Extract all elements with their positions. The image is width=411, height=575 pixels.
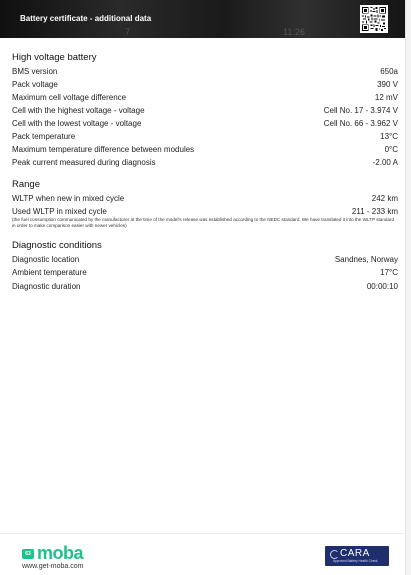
row-value: 242 km <box>371 194 398 203</box>
cara-tagline: Approved Battery Health Check <box>333 559 378 563</box>
cara-swoosh-icon <box>330 550 339 559</box>
row-label: WLTP when new in mixed cycle <box>12 194 125 203</box>
row-label: Diagnostic location <box>12 255 80 264</box>
row-value: 13°C <box>380 132 398 141</box>
row-bms-version <box>12 67 398 79</box>
row-value: Cell No. 17 - 3.974 V <box>323 106 398 115</box>
header-bar <box>0 0 405 38</box>
row-pack-voltage <box>12 80 398 92</box>
row-label: Diagnostic duration <box>12 282 81 291</box>
row-label: Pack temperature <box>12 132 76 141</box>
moba-wordmark: moba <box>37 543 84 563</box>
footer-divider <box>0 533 405 534</box>
cara-wordmark: CARA <box>340 548 370 559</box>
row-value: Cell No. 66 - 3.962 V <box>323 119 398 128</box>
row-value: 650a <box>380 67 398 76</box>
section-title-range: Range <box>12 179 40 190</box>
row-value: 12 mV <box>374 93 398 102</box>
header-background-text: 7 <box>125 27 131 37</box>
row-diagnostic-location <box>12 255 398 267</box>
row-peak-current <box>12 158 398 170</box>
row-max-module-temperature-difference <box>12 145 398 157</box>
row-label: Cell with the highest voltage - voltage <box>12 106 145 115</box>
section-title-high-voltage-battery: High voltage battery <box>12 52 97 63</box>
row-label: Peak current measured during diagnosis <box>12 158 156 167</box>
row-label: Pack voltage <box>12 80 58 89</box>
page-title: Battery certificate - additional data <box>20 14 152 23</box>
row-pack-temperature <box>12 132 398 144</box>
header-background-time: 11:26 <box>283 27 305 37</box>
section-title-diagnostic-conditions: Diagnostic conditions <box>12 240 102 251</box>
row-label: Cell with the lowest voltage - voltage <box>12 119 142 128</box>
row-value: -2.00 A <box>372 158 398 167</box>
row-value: 390 V <box>377 80 398 89</box>
row-value: 17°C <box>380 268 398 277</box>
row-ambient-temperature <box>12 268 398 280</box>
row-value: 211 - 233 km <box>351 207 398 216</box>
row-value: 00:00:10 <box>366 282 398 291</box>
row-label: BMS version <box>12 67 58 76</box>
row-label: Maximum cell voltage difference <box>12 93 127 102</box>
row-value: 0°C <box>384 145 398 154</box>
row-diagnostic-duration <box>12 282 398 294</box>
row-wltp-new <box>12 194 398 206</box>
qr-code-icon[interactable] <box>360 5 388 33</box>
moba-url-link[interactable]: www.get-moba.com <box>22 563 84 570</box>
row-label: Maximum temperature difference between modules <box>12 145 195 154</box>
row-label: Used WLTP in mixed cycle <box>12 207 107 216</box>
row-value: Sandnes, Norway <box>334 255 398 264</box>
range-footnote: (the fuel consumption communicated by the manufacturer at the time of the model's release was established according to the NEDC standard. We have translated it into the WLTP standard in order to make comparison easier with newer vehicles) <box>12 217 395 228</box>
row-highest-cell-voltage <box>12 106 398 118</box>
row-label: Ambient temperature <box>12 268 87 277</box>
cara-logo-icon <box>325 546 389 566</box>
row-lowest-cell-voltage <box>12 119 398 131</box>
row-max-cell-voltage-difference <box>12 93 398 105</box>
moba-badge: 63 <box>22 549 34 559</box>
